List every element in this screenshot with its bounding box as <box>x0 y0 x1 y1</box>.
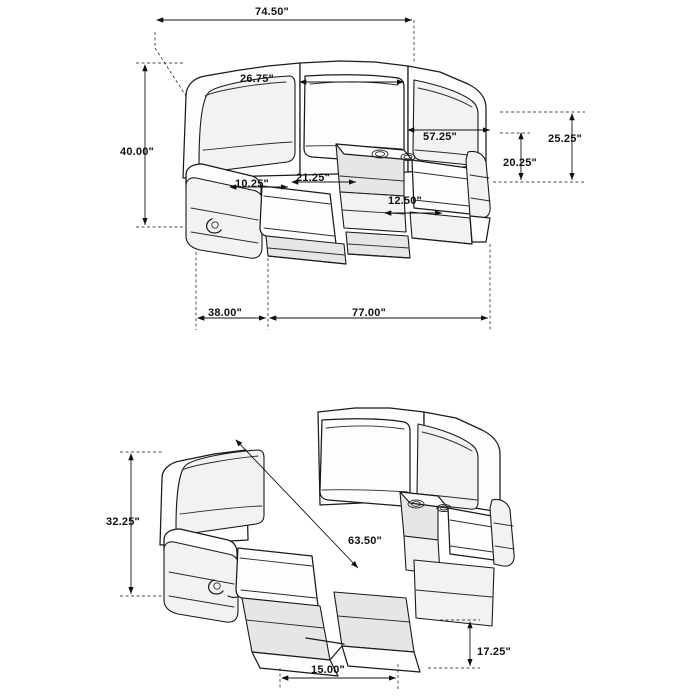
dim-label-sofa-seat-height: 25.25" <box>548 133 582 145</box>
dim-label-loveseat-diagonal-depth: 63.50" <box>348 535 382 547</box>
dim-label-sofa-arm-width: 10.25" <box>235 178 269 190</box>
dim-label-loveseat-footrest-height: 17.25" <box>477 646 511 658</box>
loveseat-illustration <box>160 408 514 676</box>
sofa-illustration <box>183 61 490 264</box>
dim-label-sofa-console-width: 12.50" <box>388 195 422 207</box>
dim-label-sofa-console-height: 20.25" <box>503 157 537 169</box>
dim-label-loveseat-base-width: 15.00" <box>311 664 345 676</box>
dim-label-sofa-seat-depth-back: 57.25" <box>423 131 457 143</box>
dim-label-sofa-overall-width: 74.50" <box>255 6 289 18</box>
dim-label-sofa-seat-width: 21.25" <box>296 172 330 184</box>
dim-label-loveseat-back-height: 32.25" <box>106 516 140 528</box>
dim-label-sofa-back-cushion-width: 26.75" <box>240 73 274 85</box>
dim-label-sofa-extended-depth: 77.00" <box>352 307 386 319</box>
dim-label-sofa-overall-height: 40.00" <box>120 146 154 158</box>
dim-label-sofa-recline-depth: 38.00" <box>208 307 242 319</box>
